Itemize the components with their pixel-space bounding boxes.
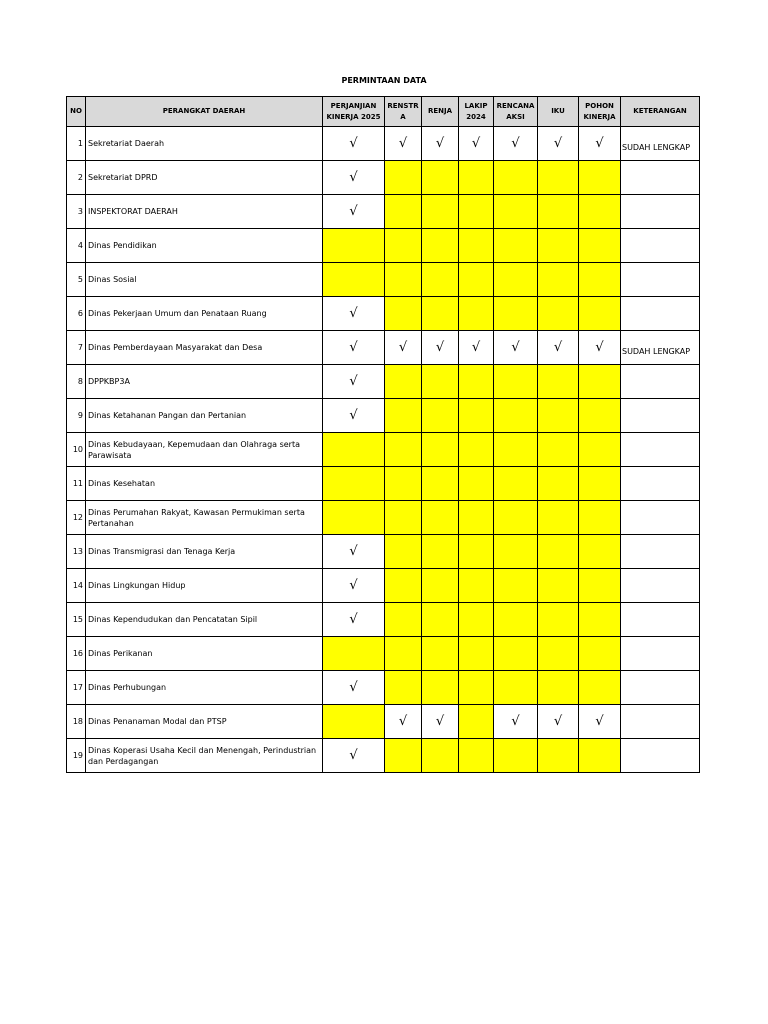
missing-cell-lakip xyxy=(459,637,494,671)
missing-cell-perjanjian-kinerja xyxy=(323,229,385,263)
column-header-perangkat-daerah: PERANGKAT DAERAH xyxy=(86,97,323,127)
check-icon-pohon-kinerja: √ xyxy=(579,127,621,161)
column-header-renstra: RENSTR A xyxy=(385,97,422,127)
keterangan-cell xyxy=(621,535,700,569)
perangkat-daerah-name: Sekretariat DPRD xyxy=(86,161,323,195)
table-row xyxy=(67,263,700,297)
table-row xyxy=(67,705,700,739)
missing-cell-pohon-kinerja xyxy=(579,535,621,569)
missing-cell-lakip xyxy=(459,501,494,535)
missing-cell-renja xyxy=(422,637,459,671)
missing-cell-iku xyxy=(538,195,579,229)
missing-cell-renja xyxy=(422,467,459,501)
column-header-keterangan: KETERANGAN xyxy=(621,97,700,127)
perangkat-daerah-name: Dinas Sosial xyxy=(86,263,323,297)
perangkat-daerah-name: INSPEKTORAT DAERAH xyxy=(86,195,323,229)
keterangan-cell xyxy=(621,603,700,637)
perangkat-daerah-name: DPPKBP3A xyxy=(86,365,323,399)
row-number: 15 xyxy=(67,603,86,637)
missing-cell-renja xyxy=(422,535,459,569)
check-icon-iku: √ xyxy=(538,705,579,739)
missing-cell-lakip xyxy=(459,195,494,229)
missing-cell-iku xyxy=(538,467,579,501)
row-number: 9 xyxy=(67,399,86,433)
check-icon-perjanjian-kinerja: √ xyxy=(323,535,385,569)
missing-cell-pohon-kinerja xyxy=(579,739,621,773)
missing-cell-renja xyxy=(422,671,459,705)
missing-cell-pohon-kinerja xyxy=(579,637,621,671)
check-icon-renja: √ xyxy=(422,331,459,365)
missing-cell-renja xyxy=(422,161,459,195)
missing-cell-renja xyxy=(422,365,459,399)
missing-cell-lakip xyxy=(459,535,494,569)
check-icon-lakip: √ xyxy=(459,127,494,161)
table-row xyxy=(67,161,700,195)
missing-cell-rencana-aksi xyxy=(494,161,538,195)
table-row xyxy=(67,501,700,535)
keterangan-cell xyxy=(621,263,700,297)
missing-cell-rencana-aksi xyxy=(494,603,538,637)
check-icon-iku: √ xyxy=(538,127,579,161)
missing-cell-renstra xyxy=(385,365,422,399)
missing-cell-renstra xyxy=(385,637,422,671)
table-row xyxy=(67,195,700,229)
missing-cell-iku xyxy=(538,263,579,297)
table-row xyxy=(67,637,700,671)
keterangan-cell xyxy=(621,399,700,433)
missing-cell-iku xyxy=(538,433,579,467)
check-icon-rencana-aksi: √ xyxy=(494,127,538,161)
row-number: 8 xyxy=(67,365,86,399)
missing-cell-renja xyxy=(422,263,459,297)
check-icon-perjanjian-kinerja: √ xyxy=(323,127,385,161)
perangkat-daerah-name: Dinas Pendidikan xyxy=(86,229,323,263)
keterangan-cell xyxy=(621,671,700,705)
header-row xyxy=(67,97,700,127)
check-icon-perjanjian-kinerja: √ xyxy=(323,297,385,331)
row-number: 16 xyxy=(67,637,86,671)
missing-cell-lakip xyxy=(459,671,494,705)
missing-cell-pohon-kinerja xyxy=(579,671,621,705)
missing-cell-renstra xyxy=(385,603,422,637)
missing-cell-rencana-aksi xyxy=(494,365,538,399)
row-number: 13 xyxy=(67,535,86,569)
row-number: 14 xyxy=(67,569,86,603)
perangkat-daerah-name: Dinas Lingkungan Hidup xyxy=(86,569,323,603)
missing-cell-lakip xyxy=(459,739,494,773)
missing-cell-rencana-aksi xyxy=(494,739,538,773)
check-icon-renja: √ xyxy=(422,127,459,161)
check-icon-lakip: √ xyxy=(459,331,494,365)
missing-cell-lakip xyxy=(459,603,494,637)
perangkat-daerah-name: Dinas Penanaman Modal dan PTSP xyxy=(86,705,323,739)
missing-cell-perjanjian-kinerja xyxy=(323,263,385,297)
row-number: 11 xyxy=(67,467,86,501)
keterangan-cell: SUDAH LENGKAP xyxy=(621,331,700,365)
keterangan-cell xyxy=(621,637,700,671)
missing-cell-perjanjian-kinerja xyxy=(323,467,385,501)
missing-cell-renstra xyxy=(385,161,422,195)
missing-cell-iku xyxy=(538,297,579,331)
missing-cell-pohon-kinerja xyxy=(579,195,621,229)
check-icon-renja: √ xyxy=(422,705,459,739)
missing-cell-renstra xyxy=(385,535,422,569)
missing-cell-pohon-kinerja xyxy=(579,161,621,195)
column-header-no: NO xyxy=(67,97,86,127)
missing-cell-renstra xyxy=(385,433,422,467)
missing-cell-pohon-kinerja xyxy=(579,399,621,433)
keterangan-cell xyxy=(621,467,700,501)
missing-cell-iku xyxy=(538,365,579,399)
missing-cell-renstra xyxy=(385,569,422,603)
perangkat-daerah-name: Dinas Perikanan xyxy=(86,637,323,671)
check-icon-perjanjian-kinerja: √ xyxy=(323,739,385,773)
missing-cell-rencana-aksi xyxy=(494,433,538,467)
check-icon-renstra: √ xyxy=(385,705,422,739)
missing-cell-renja xyxy=(422,229,459,263)
perangkat-daerah-name: Dinas Kebudayaan, Kepemudaan dan Olahraga serta Parawisata xyxy=(86,433,323,467)
missing-cell-pohon-kinerja xyxy=(579,365,621,399)
missing-cell-pohon-kinerja xyxy=(579,569,621,603)
row-number: 2 xyxy=(67,161,86,195)
missing-cell-renstra xyxy=(385,229,422,263)
data-request-table xyxy=(66,96,700,773)
missing-cell-rencana-aksi xyxy=(494,501,538,535)
check-icon-perjanjian-kinerja: √ xyxy=(323,671,385,705)
check-icon-renstra: √ xyxy=(385,331,422,365)
perangkat-daerah-name: Sekretariat Daerah xyxy=(86,127,323,161)
missing-cell-lakip xyxy=(459,365,494,399)
column-header-iku: IKU xyxy=(538,97,579,127)
missing-cell-lakip xyxy=(459,467,494,501)
perangkat-daerah-name: Dinas Ketahanan Pangan dan Pertanian xyxy=(86,399,323,433)
missing-cell-iku xyxy=(538,603,579,637)
missing-cell-pohon-kinerja xyxy=(579,467,621,501)
table-row xyxy=(67,331,700,365)
keterangan-cell xyxy=(621,739,700,773)
missing-cell-renja xyxy=(422,501,459,535)
perangkat-daerah-name: Dinas Kependudukan dan Pencatatan Sipil xyxy=(86,603,323,637)
missing-cell-renja xyxy=(422,603,459,637)
table-row xyxy=(67,127,700,161)
missing-cell-rencana-aksi xyxy=(494,535,538,569)
row-number: 1 xyxy=(67,127,86,161)
missing-cell-renstra xyxy=(385,263,422,297)
check-icon-rencana-aksi: √ xyxy=(494,331,538,365)
missing-cell-renja xyxy=(422,399,459,433)
check-icon-perjanjian-kinerja: √ xyxy=(323,195,385,229)
missing-cell-pohon-kinerja xyxy=(579,229,621,263)
keterangan-cell xyxy=(621,161,700,195)
missing-cell-renstra xyxy=(385,501,422,535)
check-icon-perjanjian-kinerja: √ xyxy=(323,331,385,365)
column-header-perjanjian-kinerja: PERJANJIAN KINERJA 2025 xyxy=(323,97,385,127)
missing-cell-renstra xyxy=(385,671,422,705)
missing-cell-iku xyxy=(538,671,579,705)
page-title: PERMINTAAN DATA xyxy=(341,76,427,85)
table-row xyxy=(67,433,700,467)
check-icon-perjanjian-kinerja: √ xyxy=(323,569,385,603)
perangkat-daerah-name: Dinas Pemberdayaan Masyarakat dan Desa xyxy=(86,331,323,365)
missing-cell-pohon-kinerja xyxy=(579,297,621,331)
perangkat-daerah-name: Dinas Transmigrasi dan Tenaga Kerja xyxy=(86,535,323,569)
perangkat-daerah-name: Dinas Kesehatan xyxy=(86,467,323,501)
row-number: 7 xyxy=(67,331,86,365)
missing-cell-pohon-kinerja xyxy=(579,433,621,467)
check-icon-iku: √ xyxy=(538,331,579,365)
perangkat-daerah-name: Dinas Perhubungan xyxy=(86,671,323,705)
missing-cell-rencana-aksi xyxy=(494,195,538,229)
missing-cell-pohon-kinerja xyxy=(579,603,621,637)
missing-cell-lakip xyxy=(459,705,494,739)
check-icon-perjanjian-kinerja: √ xyxy=(323,603,385,637)
missing-cell-lakip xyxy=(459,569,494,603)
table-row xyxy=(67,297,700,331)
keterangan-cell xyxy=(621,365,700,399)
missing-cell-perjanjian-kinerja xyxy=(323,501,385,535)
missing-cell-rencana-aksi xyxy=(494,569,538,603)
missing-cell-pohon-kinerja xyxy=(579,263,621,297)
table-body xyxy=(67,127,700,773)
perangkat-daerah-name: Dinas Koperasi Usaha Kecil dan Menengah, Perindustrian dan Perdagangan xyxy=(86,739,323,773)
row-number: 19 xyxy=(67,739,86,773)
row-number: 10 xyxy=(67,433,86,467)
missing-cell-iku xyxy=(538,399,579,433)
table-row xyxy=(67,365,700,399)
missing-cell-iku xyxy=(538,161,579,195)
missing-cell-perjanjian-kinerja xyxy=(323,705,385,739)
column-header-rencana-aksi: RENCANA AKSI xyxy=(494,97,538,127)
keterangan-cell xyxy=(621,569,700,603)
table-row xyxy=(67,739,700,773)
table-row xyxy=(67,399,700,433)
missing-cell-iku xyxy=(538,501,579,535)
missing-cell-perjanjian-kinerja xyxy=(323,433,385,467)
missing-cell-lakip xyxy=(459,229,494,263)
missing-cell-rencana-aksi xyxy=(494,467,538,501)
missing-cell-iku xyxy=(538,637,579,671)
row-number: 18 xyxy=(67,705,86,739)
keterangan-cell: SUDAH LENGKAP xyxy=(621,127,700,161)
missing-cell-renja xyxy=(422,433,459,467)
row-number: 3 xyxy=(67,195,86,229)
check-icon-perjanjian-kinerja: √ xyxy=(323,399,385,433)
missing-cell-rencana-aksi xyxy=(494,263,538,297)
missing-cell-lakip xyxy=(459,161,494,195)
missing-cell-renja xyxy=(422,195,459,229)
missing-cell-iku xyxy=(538,229,579,263)
missing-cell-perjanjian-kinerja xyxy=(323,637,385,671)
row-number: 12 xyxy=(67,501,86,535)
missing-cell-lakip xyxy=(459,433,494,467)
table-row xyxy=(67,603,700,637)
missing-cell-renja xyxy=(422,569,459,603)
missing-cell-rencana-aksi xyxy=(494,297,538,331)
column-header-pohon-kinerja: POHON KINERJA xyxy=(579,97,621,127)
keterangan-cell xyxy=(621,501,700,535)
missing-cell-renstra xyxy=(385,399,422,433)
missing-cell-iku xyxy=(538,535,579,569)
perangkat-daerah-name: Dinas Pekerjaan Umum dan Penataan Ruang xyxy=(86,297,323,331)
row-number: 17 xyxy=(67,671,86,705)
table-row xyxy=(67,671,700,705)
row-number: 6 xyxy=(67,297,86,331)
missing-cell-renstra xyxy=(385,195,422,229)
missing-cell-renja xyxy=(422,739,459,773)
row-number: 4 xyxy=(67,229,86,263)
check-icon-rencana-aksi: √ xyxy=(494,705,538,739)
table-row xyxy=(67,569,700,603)
check-icon-perjanjian-kinerja: √ xyxy=(323,365,385,399)
missing-cell-rencana-aksi xyxy=(494,637,538,671)
missing-cell-iku xyxy=(538,739,579,773)
perangkat-daerah-name: Dinas Perumahan Rakyat, Kawasan Permukiman serta Pertanahan xyxy=(86,501,323,535)
missing-cell-lakip xyxy=(459,297,494,331)
missing-cell-lakip xyxy=(459,263,494,297)
check-icon-pohon-kinerja: √ xyxy=(579,331,621,365)
missing-cell-rencana-aksi xyxy=(494,671,538,705)
missing-cell-rencana-aksi xyxy=(494,399,538,433)
missing-cell-renstra xyxy=(385,467,422,501)
missing-cell-renja xyxy=(422,297,459,331)
missing-cell-renstra xyxy=(385,739,422,773)
check-icon-pohon-kinerja: √ xyxy=(579,705,621,739)
missing-cell-pohon-kinerja xyxy=(579,501,621,535)
table-row xyxy=(67,535,700,569)
keterangan-cell xyxy=(621,297,700,331)
column-header-renja: RENJA xyxy=(422,97,459,127)
keterangan-cell xyxy=(621,195,700,229)
check-icon-perjanjian-kinerja: √ xyxy=(323,161,385,195)
row-number: 5 xyxy=(67,263,86,297)
keterangan-cell xyxy=(621,433,700,467)
missing-cell-lakip xyxy=(459,399,494,433)
keterangan-cell xyxy=(621,705,700,739)
check-icon-renstra: √ xyxy=(385,127,422,161)
table-row xyxy=(67,467,700,501)
missing-cell-iku xyxy=(538,569,579,603)
column-header-lakip: LAKIP 2024 xyxy=(459,97,494,127)
missing-cell-renstra xyxy=(385,297,422,331)
keterangan-cell xyxy=(621,229,700,263)
missing-cell-rencana-aksi xyxy=(494,229,538,263)
table-row xyxy=(67,229,700,263)
